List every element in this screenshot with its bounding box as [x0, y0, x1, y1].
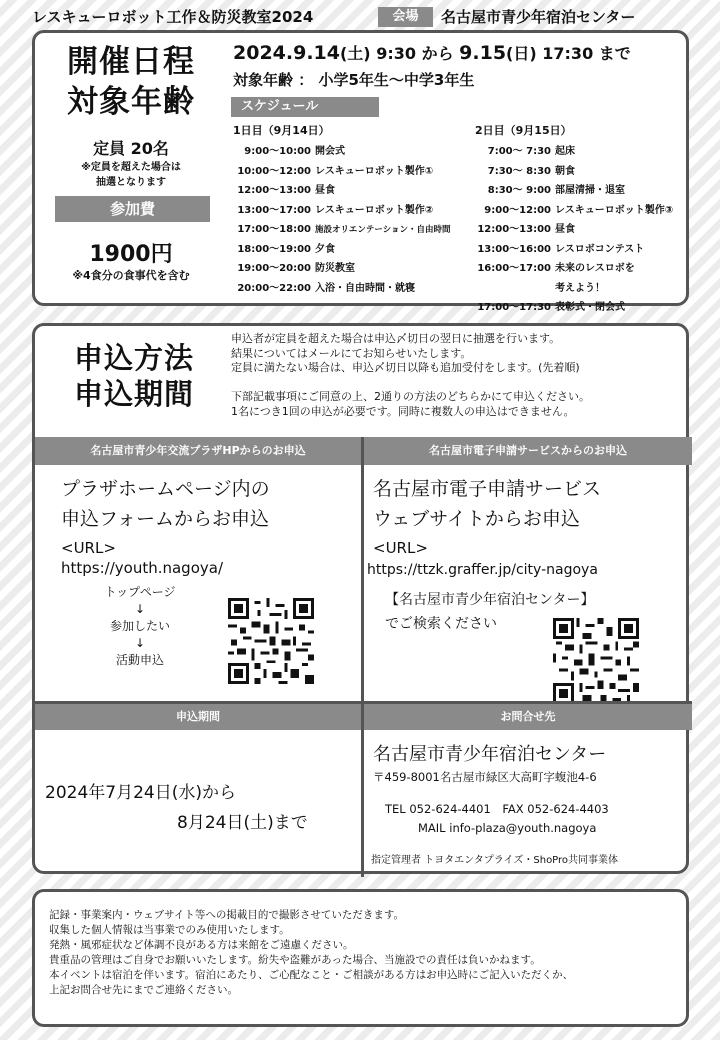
schedule-activity: 昼食 [315, 185, 335, 196]
schedule-time: 10:00〜12:00 [237, 165, 311, 177]
period-start: 2024年7月24日(水)から [45, 783, 236, 803]
schedule-time: 13:00〜17:00 [237, 204, 311, 216]
schedule-panel [32, 30, 689, 313]
schedule-row [231, 145, 345, 159]
venue-name: 名古屋市青少年宿泊センター [441, 8, 636, 26]
schedule-time: 16:00〜17:00 [477, 263, 551, 274]
method1-steps [85, 584, 195, 669]
application-title [39, 340, 229, 412]
schedule-time: 20:00〜22:00 [237, 282, 311, 294]
application-notice [231, 332, 686, 420]
schedule-activity: 未来のレスロボを [555, 263, 635, 274]
method1-url-label: <URL> [61, 539, 116, 557]
schedule-row [471, 301, 625, 315]
schedule-activity: 朝食 [555, 165, 575, 177]
notes-list [49, 908, 679, 998]
notice-line: 1名につき1回の申込が必要です。同時に複数人の申込はできません。 [231, 404, 575, 418]
event-title: レスキューロボット工作＆防災教室2024 [32, 8, 314, 26]
notice-line: 下部記載事項にご同意の上、2通りの方法のどちらかにて申込ください。 [231, 390, 590, 404]
fee-label: 参加費 [55, 196, 210, 222]
schedule-row [231, 223, 451, 237]
method2-line2: ウェブサイトからお申込 [373, 508, 580, 530]
method1-step: トップページ [104, 585, 176, 599]
contact-phone: TEL 052-624-4401 FAX 052-624-4403 [385, 802, 609, 816]
schedule-activity: レスロボコンテスト [555, 243, 645, 255]
venue-label: 会場 [378, 7, 433, 27]
schedule-time: 8:30〜 9:00 [487, 185, 551, 196]
contact-manager: 指定管理者 トヨタエンタプライズ・ShoPro共同事業体 [371, 855, 619, 866]
date-start: 2024.9.14 [233, 42, 340, 64]
schedule-activity: 部屋清掃・退室 [555, 185, 625, 196]
schedule-activity: 施設オリエンテーション・自由時間 [315, 225, 451, 235]
note-line: 上記お問合せ先にまでご連絡ください。 [49, 984, 238, 996]
schedule-activity: 考えよう！ [555, 282, 605, 294]
application-title-line2: 申込期間 [73, 377, 194, 411]
method1-step: 参加したい [109, 619, 170, 633]
schedule-label: スケジュール [231, 97, 379, 117]
note-line: 記録・事業案内・ウェブサイト等への掲載目的で撮影させていただきます。 [49, 909, 405, 921]
method1-step: 活動申込 [115, 653, 164, 667]
notice-line: 定員に満たない場合は、申込〆切日以降も追加受付をします。(先着順) [231, 361, 580, 375]
schedule-time: 13:00〜16:00 [477, 243, 551, 255]
method2-search-line1: 【名古屋市青少年宿泊センター】 [385, 592, 595, 608]
method2-search-line2: でご検索ください [385, 616, 497, 632]
method1-step: ↓ [134, 602, 146, 616]
schedule-activity: レスキューロボット製作② [315, 204, 434, 216]
schedule-row [231, 262, 355, 276]
event-dates [233, 41, 631, 64]
date-end: 9.15 [459, 42, 507, 64]
time-end: 17:30 まで [542, 44, 631, 63]
schedule-time: 7:00〜 7:30 [487, 146, 551, 157]
schedule-row [231, 204, 433, 218]
schedule-activity: レスキューロボット製作① [315, 165, 434, 177]
schedule-activity: 表彰式・閉会式 [555, 302, 625, 313]
method2-header: 名古屋市電子申請サービスからのお申込 [364, 437, 692, 465]
contact-address: 〒459-8001名古屋市緑区大高町字蝮池4-6 [373, 770, 597, 784]
note-line: 発熱・風邪症状など体調不良がある方は来館をご遠慮ください。 [49, 939, 354, 951]
schedule-time: 9:00〜12:00 [484, 204, 551, 216]
schedule-activity: 開会式 [315, 146, 345, 157]
schedule-time: 12:00〜13:00 [237, 185, 311, 196]
schedule-activity: 起床 [555, 146, 575, 157]
schedule-row [471, 262, 635, 276]
column-divider [361, 437, 364, 877]
note-line: 収集した個人情報は当事業でのみ使用いたします。 [49, 924, 290, 936]
schedule-row [471, 223, 575, 237]
notice-line [231, 376, 686, 391]
date-end-dow: (日) [506, 44, 537, 63]
method1-url-link[interactable]: https://youth.nagoya/ [61, 559, 224, 577]
schedule-time: 7:30〜 8:30 [487, 165, 551, 177]
schedule-time: 18:00〜19:00 [237, 243, 311, 255]
schedule-time: 12:00〜13:00 [477, 224, 551, 235]
contact-header: お問合せ先 [364, 704, 692, 730]
schedule-row [231, 282, 415, 296]
schedule-title-line2: 対象年齢 [67, 84, 195, 120]
contact-name: 名古屋市青少年宿泊センター [373, 744, 607, 765]
time-start: 9:30 から [376, 44, 454, 63]
method2-line1: 名古屋市電子申請サービス [373, 478, 602, 500]
fee-value: 1900円 [89, 242, 173, 267]
schedule-row [231, 243, 335, 257]
schedule-row [471, 204, 673, 218]
schedule-activity: 入浴・自由時間・就寝 [315, 282, 415, 294]
schedule-row [471, 165, 575, 179]
period-header: 申込期間 [35, 704, 361, 730]
schedule-row [471, 282, 605, 296]
schedule-activity: レスキューロボット製作③ [555, 204, 674, 216]
note-line: 貴重品の管理はご自身でお願いいたします。紛失や盗難があった場合、当施設での責任は負いかねます。 [49, 954, 541, 966]
note-line: 本イベントは宿泊を伴います。宿泊にあたり、ご心配なこと・ご相談がある方はお申込時にご記入いただくか、 [49, 969, 574, 981]
notes-panel [32, 889, 689, 1027]
capacity: 定員 20名 [93, 139, 169, 158]
schedule-time: 19:00〜20:00 [237, 263, 311, 274]
fee-note: ※4食分の食事代を含む [72, 269, 190, 282]
method2-url-label: <URL> [373, 539, 428, 557]
date-start-dow: (土) [339, 44, 371, 63]
application-title-line1: 申込方法 [73, 341, 194, 375]
target-age: 対象年齢 ： 小学5年生〜中学3年生 [233, 71, 475, 89]
schedule-row [471, 145, 575, 159]
day2-header: 2日目（9月15日） [475, 124, 572, 137]
day1-header: 1日目（9月14日） [233, 124, 330, 137]
contact-mail[interactable]: MAIL info-plaza@youth.nagoya [418, 821, 597, 835]
capacity-note-line2: 抽選となります [96, 177, 166, 188]
period-end: 8月24日(土)まで [177, 813, 308, 833]
method1-line1: プラザホームページ内の [61, 478, 270, 500]
method1-line2: 申込フォームからお申込 [61, 508, 270, 530]
schedule-time: 17:00〜17:30 [477, 302, 551, 313]
method1-step: ↓ [134, 636, 146, 650]
schedule-time: 17:00〜18:00 [237, 224, 311, 235]
schedule-activity: 夕食 [315, 243, 335, 255]
schedule-time: 9:00〜10:00 [244, 146, 311, 157]
method2-url-link[interactable]: https://ttzk.graffer.jp/city-nagoya [367, 562, 598, 578]
schedule-row [471, 243, 644, 257]
schedule-activity: 防災教室 [315, 263, 355, 274]
schedule-row [231, 184, 335, 198]
capacity-note-line1: ※定員を超えた場合は [81, 162, 181, 173]
method1-qr-code[interactable] [228, 598, 314, 684]
method1-header: 名古屋市青少年交流プラザHPからのお申込 [35, 437, 361, 465]
schedule-row [231, 165, 433, 179]
application-panel [32, 323, 689, 874]
method2-qr-code[interactable] [553, 618, 639, 704]
notice-line: 申込者が定員を超えた場合は申込〆切日の翌日に抽選を行います。 [231, 332, 561, 345]
schedule-activity: 昼食 [555, 224, 575, 235]
schedule-row [471, 184, 625, 198]
schedule-title-line1: 開催日程 [67, 44, 195, 80]
notice-line: 結果についてはメールにてお知らせいたします。 [231, 346, 472, 360]
